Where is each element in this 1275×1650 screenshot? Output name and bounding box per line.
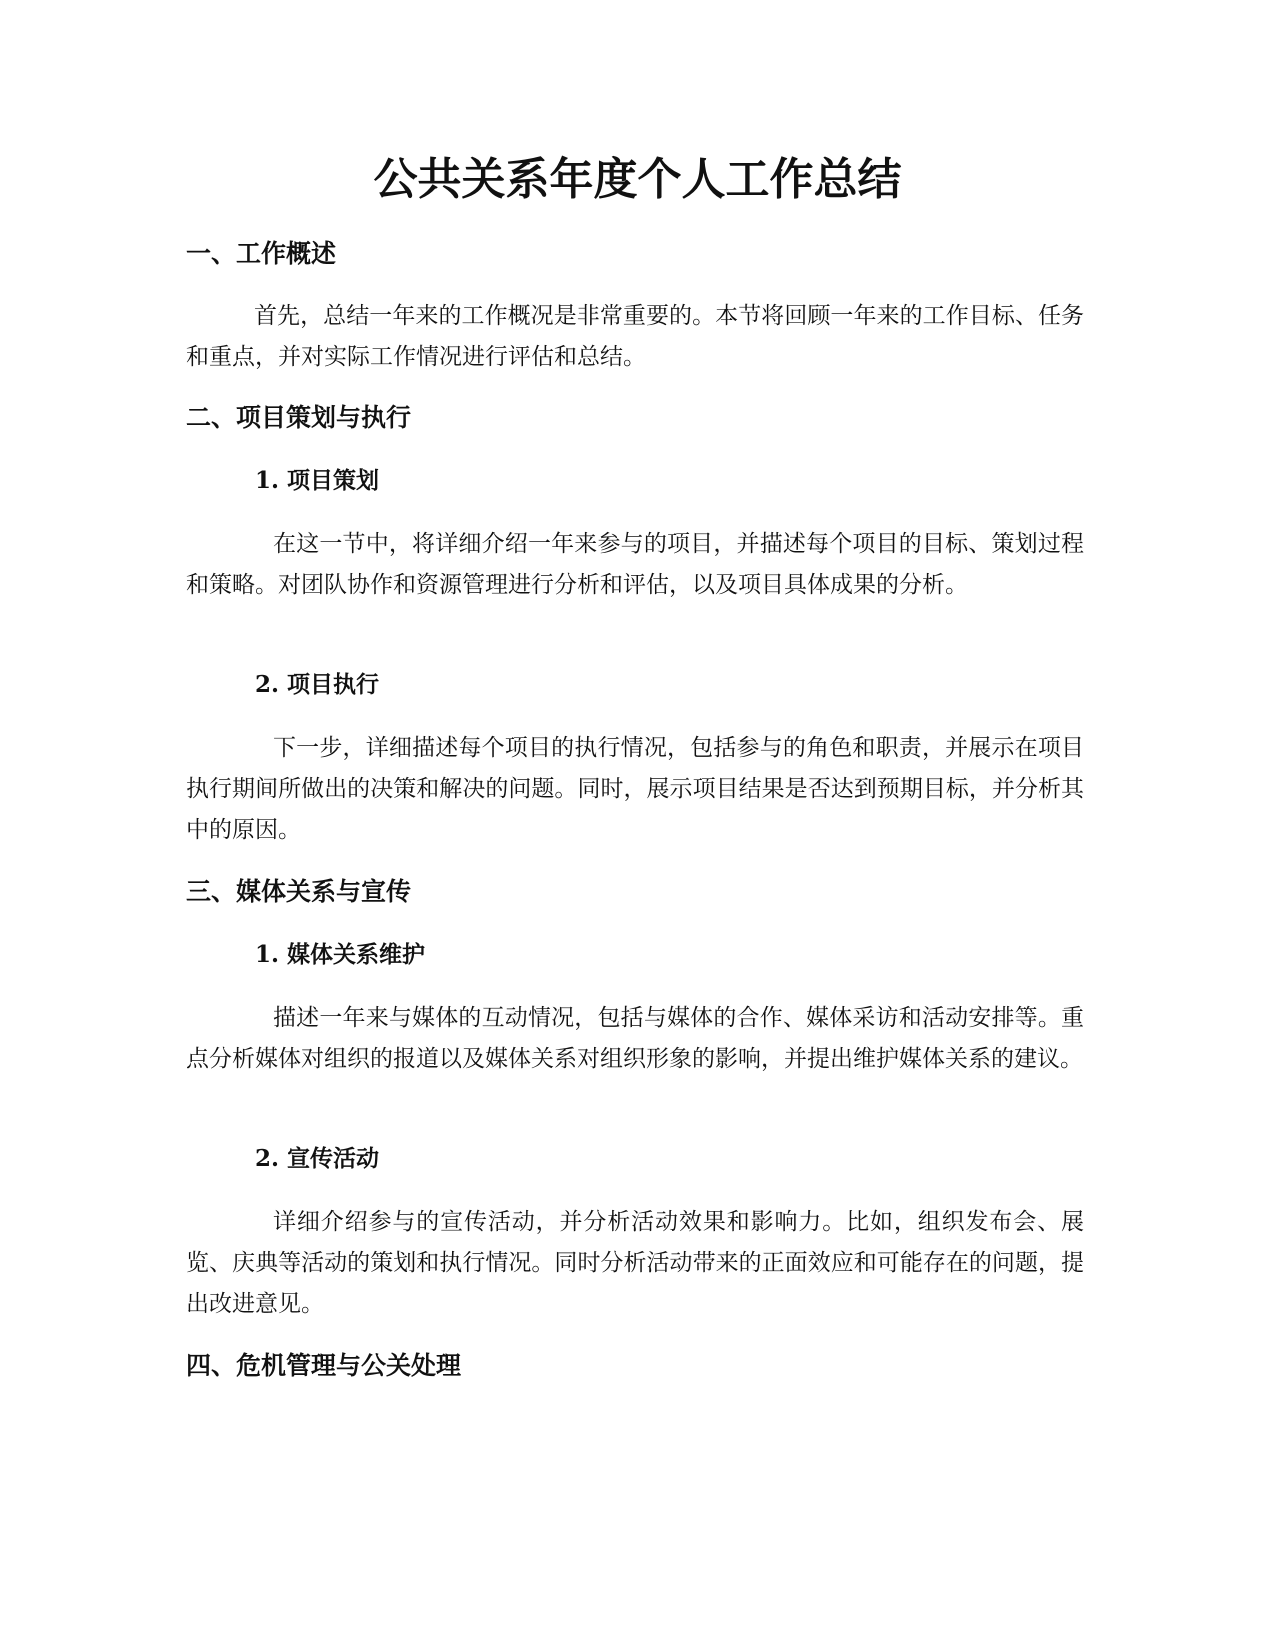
document-title: 公共关系年度个人工作总结 <box>373 154 902 205</box>
section-paragraph-overview: 首先，总结一年来的工作概况是非常重要的。本节将回顾一年来的工作目标、任务和重点，并对实际工作情况进行评估和总结。 <box>186 303 1084 370</box>
subsection-heading-publicity: 2. 宣传活动 <box>255 1145 380 1172</box>
section-heading-media: 三、媒体关系与宣传 <box>186 877 412 906</box>
subsection-heading-media-relations: 1. 媒体关系维护 <box>255 941 426 968</box>
subsection-paragraph-publicity: 详细介绍参与的宣传活动，并分析活动效果和影响力。比如，组织发布会、展览、庆典等活动的策划和执行情况。同时分析活动带来的正面效应和可能存在的问题，提出改进意见。 <box>186 1209 1084 1317</box>
subsection-heading-project-execution: 2. 项目执行 <box>255 671 380 698</box>
subsection-paragraph-project-execution: 下一步，详细描述每个项目的执行情况，包括参与的角色和职责，并展示在项目执行期间所做出的决策和解决的问题。同时，展示项目结果是否达到预期目标，并分析其中的原因。 <box>186 735 1084 843</box>
subsection-heading-project-planning: 1. 项目策划 <box>255 467 380 494</box>
section-heading-projects: 二、项目策划与执行 <box>186 403 412 432</box>
subsection-paragraph-project-planning: 在这一节中，将详细介绍一年来参与的项目，并描述每个项目的目标、策划过程和策略。对团队协作和资源管理进行分析和评估，以及项目具体成果的分析。 <box>186 531 1084 598</box>
section-heading-crisis: 四、危机管理与公关处理 <box>186 1351 462 1380</box>
subsection-paragraph-media-relations: 描述一年来与媒体的互动情况，包括与媒体的合作、媒体采访和活动安排等。重点分析媒体对组织的报道以及媒体关系对组织形象的影响，并提出维护媒体关系的建议。 <box>186 1005 1084 1072</box>
section-heading-overview: 一、工作概述 <box>186 239 337 268</box>
